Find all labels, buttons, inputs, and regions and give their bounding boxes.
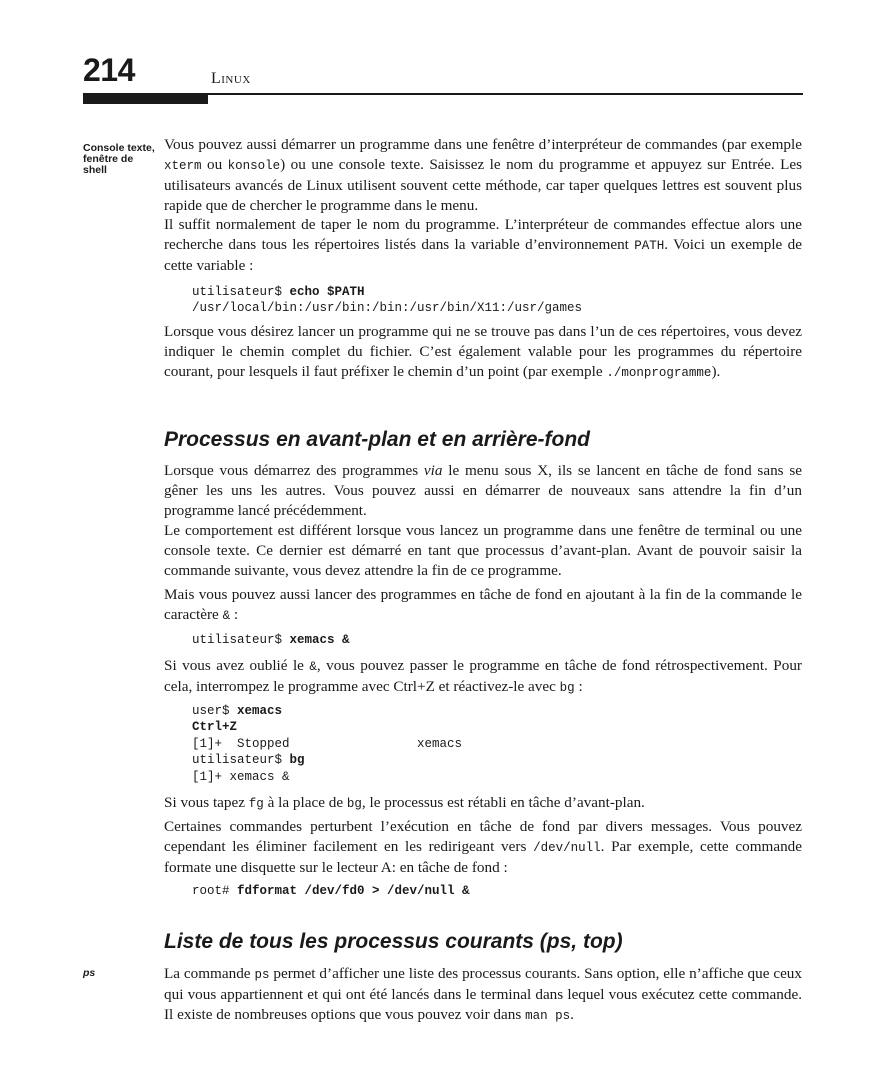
text: La commande: [164, 965, 255, 982]
page-number: 214: [83, 52, 135, 88]
inline-code: ps: [254, 968, 270, 982]
margin-note-ps: ps: [83, 967, 96, 979]
code-prompt: utilisateur$: [192, 633, 290, 647]
paragraph-devnull: [164, 817, 802, 878]
header-bar: [83, 93, 208, 104]
inline-code: man ps: [525, 1009, 571, 1023]
text: permet d’afficher une liste des processus courants. Sans option, elle n’affiche que ceux qui vous appartiennent et qui ont été lancés dans le terminal dans lequel vous exécutez cette commande. Il existe de nombreuses options que vous pouvez voir dans: [164, 965, 802, 1023]
heading-text: Liste de tous les processus courants (: [164, 930, 547, 953]
paragraph-path: [164, 215, 802, 276]
text: ou: [201, 156, 228, 173]
section-heading-liste: [164, 930, 623, 954]
paragraph-intro: [164, 135, 802, 216]
text: Lorsque vous démarrez des programmes: [164, 462, 424, 479]
paragraph-foreground: Le comportement est différent lorsque vous lancez un programme dans une fenêtre de terminal ou une console texte. Ce dernier est démarré en tant que processus d’avant-plan. Avant de pouvoir saisir la commande suivante, vous devez attendre la fin de ce programme.: [164, 522, 802, 579]
paragraph-ampersand: [164, 585, 802, 626]
text: Lorsque vous désirez lancer un programme qui ne se trouve pas dans l’un de ces répertoires, vous devez indiquer le chemin complet du fichier. C’est également valable pour les programmes du répertoire courant, pour lesquels il faut préfixer le chemin d’un point (par exemple: [164, 323, 802, 380]
italic-text: via: [423, 462, 443, 479]
text: ).: [711, 363, 721, 380]
text: le menu sous X, ils se lancent en tâche de fond sans se gêner les uns les autres. Vous pouvez aussi en démarrer de nouveaux sans attendre la fin d’un programme lancé précédemment.: [164, 462, 802, 519]
text: .: [570, 1006, 574, 1023]
section-heading-processus: Processus en avant-plan et en arrière-fond: [164, 428, 590, 451]
paragraph-fg: [164, 793, 802, 814]
code-output: /usr/local/bin:/usr/bin:/bin:/usr/bin/X11:/usr/games: [192, 301, 583, 316]
heading-text-commands: ps, top: [546, 930, 616, 953]
text: Il suffit normalement de taper le nom du programme. L’interpréteur de commandes effectue alors une recherche dans tous les répertoires listés dans la variable d’environnement: [164, 216, 802, 253]
text: Certaines commandes perturbent l’exécution en tâche de fond par divers messages. Vous pouvez cependant les éliminer facilement en les redirigeant vers: [164, 818, 802, 855]
paragraph-background-x: [164, 461, 802, 521]
code-keystroke: Ctrl+Z: [192, 720, 238, 735]
text: Si vous tapez: [164, 794, 249, 811]
text: ) ou une console texte. Saisissez le nom du programme et appuyez sur Entrée. Les utilisateurs avancés de Linux utilisent souvent cette méthode, car taper quelques lettres est souvent plus rapide que de chercher le programme dans le menu.: [164, 156, 802, 214]
code-block-xemacs: [192, 632, 350, 648]
code-command: fdformat /dev/fd0 > /dev/null &: [237, 884, 470, 898]
inline-code: &: [309, 660, 317, 674]
inline-code: PATH: [634, 239, 665, 253]
code-command: bg: [289, 753, 305, 768]
code-prompt: utilisateur$: [192, 285, 290, 299]
margin-note-console: Console texte, fenêtre de shell: [83, 142, 155, 176]
paragraph-fullpath: [164, 322, 802, 383]
code-command: xemacs &: [289, 633, 350, 647]
running-title: Linux: [211, 70, 251, 87]
inline-code: ./monprogramme: [606, 366, 712, 380]
paragraph-ps: [164, 964, 802, 1026]
code-output: [1]+ Stopped xemacs: [192, 736, 463, 751]
code-prompt: utilisateur$: [192, 753, 290, 768]
code-block-fdformat: [192, 883, 470, 899]
inline-code: bg: [346, 797, 362, 811]
code-block-ctrlz: [192, 703, 462, 785]
text: Mais vous pouvez aussi lancer des programmes en tâche de fond en ajoutant à la fin de la commande le caractère: [164, 586, 802, 623]
code-block-path: [192, 284, 582, 317]
paragraph-bg: [164, 656, 802, 698]
code-output: [1]+ xemacs &: [192, 769, 290, 784]
text: , vous pouvez passer le programme en tâche de fond rétrospectivement. Pour cela, interrompez le programme avec Ctrl+Z et réactivez-le avec: [164, 657, 802, 695]
text: Si vous avez oublié le: [164, 657, 310, 674]
text: à la place de: [263, 794, 347, 811]
text: . Par exemple, cette commande formate une disquette sur le lecteur A: en tâche de fond :: [164, 838, 802, 876]
heading-text: ): [615, 930, 623, 953]
code-prompt: root#: [192, 884, 238, 898]
text: :: [574, 678, 583, 695]
text: . Voici un exemple de cette variable :: [164, 236, 802, 274]
code-command: echo $PATH: [289, 285, 365, 299]
text: :: [230, 606, 239, 623]
inline-code: &: [222, 609, 231, 623]
inline-code: xterm: [164, 159, 202, 173]
inline-code: bg: [559, 681, 575, 695]
code-command: xemacs: [237, 704, 283, 718]
inline-code: konsole: [227, 159, 281, 173]
inline-code: /dev/null: [533, 841, 601, 855]
text: Vous pouvez aussi démarrer un programme dans une fenêtre d’interpréteur de commandes (par exemple: [164, 136, 802, 153]
text: , le processus est rétabli en tâche d’avant-plan.: [361, 794, 645, 811]
inline-code: fg: [248, 797, 264, 811]
code-prompt: user$: [192, 704, 238, 718]
